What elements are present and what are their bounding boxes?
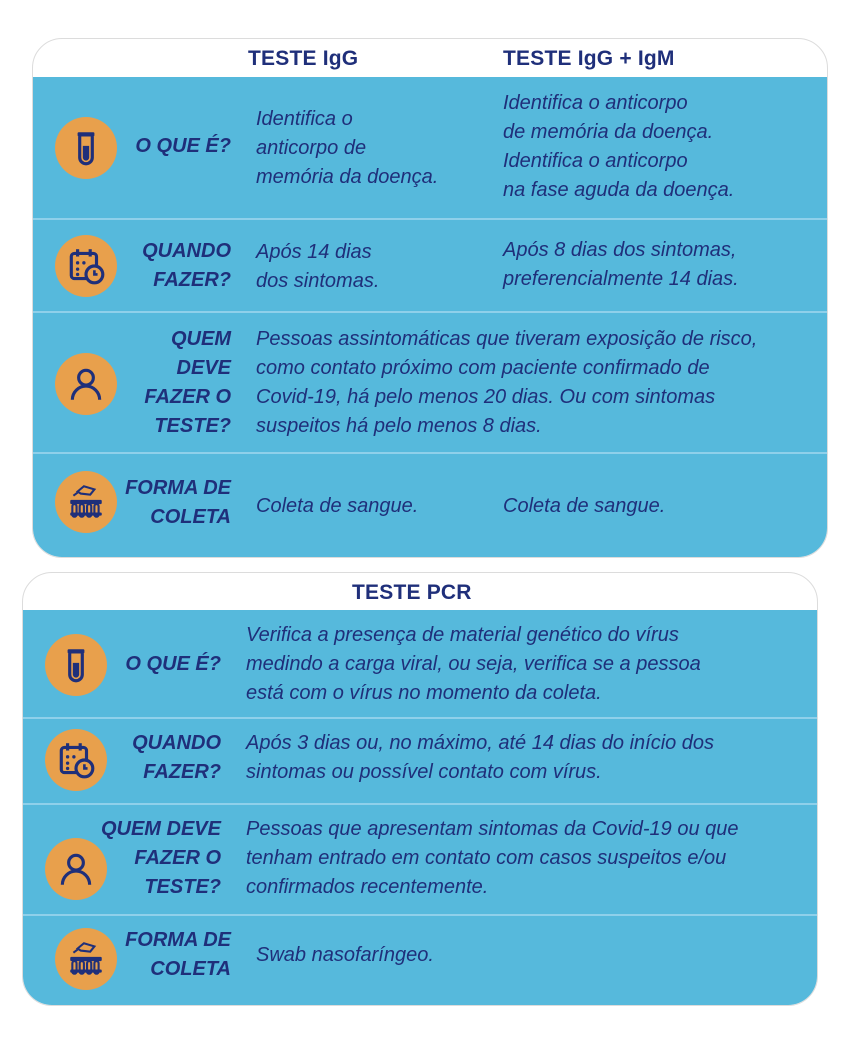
table-row-o-que-e — [33, 77, 827, 218]
antibody-test-card — [32, 38, 828, 558]
who-should-test: Pessoas assintomáticas que tiveram exposição de risco, como contato próximo com paciente confirmado de Covid-19, há pelo menos 20 dias. Ou com sintomas suspeitos há pelo menos 8 dias. — [256, 328, 758, 437]
row-label: QUANDO FAZER? — [132, 732, 221, 783]
table-row-o-que-e — [23, 610, 817, 717]
row-label: QUANDO FAZER? — [142, 240, 231, 291]
calendar-clock-icon — [45, 729, 107, 791]
igg-when: Após 14 dias dos sintomas. — [256, 241, 380, 292]
pcr-description: Verifica a presença de material genético do vírus medindo a carga viral, ou seja, verifica se a pessoa está com o vírus no momento da coleta. — [246, 624, 701, 704]
table-row-quem-deve — [33, 311, 827, 454]
pcr-collection: Swab nasofaríngeo. — [256, 944, 434, 966]
row-label: O QUE É? — [135, 135, 231, 157]
row-label: QUEM DEVE FAZER O TESTE? — [144, 328, 231, 437]
antibody-table-body — [33, 77, 827, 557]
col-igg-title: TESTE IgG — [248, 47, 359, 70]
row-label: O QUE É? — [125, 653, 221, 675]
row-label: QUEM DEVE FAZER O TESTE? — [100, 818, 221, 898]
person-icon — [45, 838, 107, 900]
person-icon — [55, 353, 117, 415]
igg-igm-when: Após 8 dias dos sintomas, preferencialmente 14 dias. — [503, 239, 739, 290]
row-label: FORMA DE COLETA — [125, 929, 231, 980]
blood-sample-icon — [55, 471, 117, 533]
table-row-quem-deve — [23, 803, 817, 916]
igg-igm-description: Identifica o anticorpo de memória da doença. Identifica o anticorpo na fase aguda da doença. — [503, 92, 735, 201]
blood-sample-icon — [55, 928, 117, 990]
row-label: FORMA DE COLETA — [125, 477, 231, 528]
igg-collection: Coleta de sangue. — [256, 495, 419, 517]
table-row-quando-fazer — [23, 717, 817, 805]
pcr-table-body — [23, 610, 817, 1005]
pcr-test-card — [22, 572, 818, 1006]
igg-description: Identifica o anticorpo de memória da doença. — [256, 108, 439, 188]
pcr-who-should-test: Pessoas que apresentam sintomas da Covid-19 ou que tenham entrado em contato com casos suspeitos e/ou confirmados recentemente. — [246, 818, 739, 898]
table-row-forma-coleta — [23, 914, 817, 1006]
igg-igm-collection: Coleta de sangue. — [503, 495, 666, 517]
test-tube-icon — [55, 117, 117, 179]
col-igg-igm-title: TESTE IgG + IgM — [503, 47, 675, 70]
test-tube-icon — [45, 634, 107, 696]
pcr-title: TESTE PCR — [352, 581, 472, 604]
calendar-clock-icon — [55, 235, 117, 297]
pcr-when: Após 3 dias ou, no máximo, até 14 dias do início dos sintomas ou possível contato com vírus. — [246, 732, 715, 783]
table-row-forma-coleta — [33, 452, 827, 558]
table-row-quando-fazer — [33, 218, 827, 313]
